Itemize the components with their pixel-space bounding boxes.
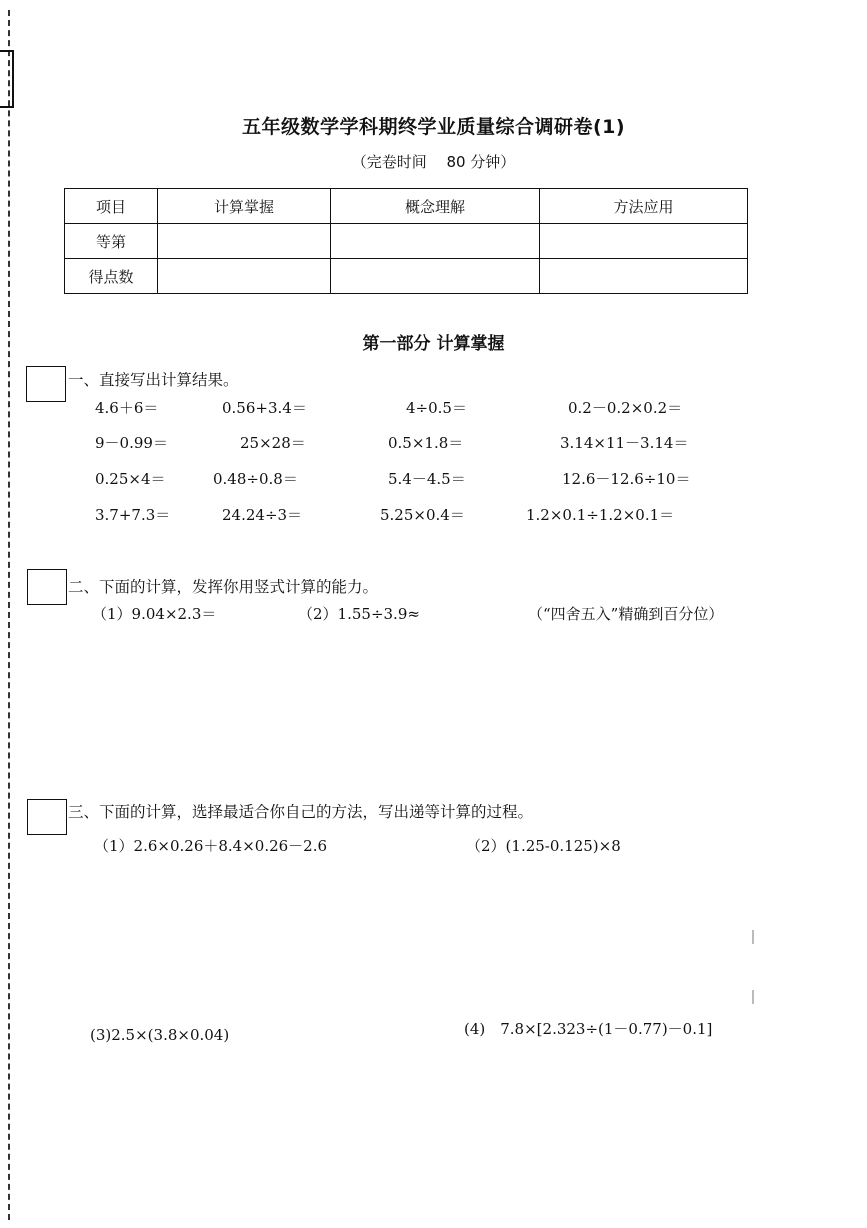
vertical-calc-q1: （1）9.04×2.3＝ bbox=[92, 605, 217, 623]
score-table-row bbox=[65, 259, 748, 294]
score-table-header: 计算掌握 bbox=[158, 189, 331, 224]
exam-title: 五年级数学学科期终学业质量综合调研卷(1) bbox=[241, 116, 626, 138]
calc-item: 25×28＝ bbox=[240, 434, 306, 452]
calc-item: 0.56+3.4＝ bbox=[222, 399, 307, 417]
calc-item: 0.48÷0.8＝ bbox=[213, 470, 298, 488]
calc-item: 4÷0.5＝ bbox=[406, 399, 467, 417]
binding-margin-box bbox=[0, 50, 14, 108]
section2-title: 二、下面的计算，发挥你用竖式计算的能力。 bbox=[68, 578, 379, 596]
score-table-cell[interactable] bbox=[540, 259, 748, 294]
calc-item: 5.25×0.4＝ bbox=[380, 506, 465, 524]
scan-mark bbox=[752, 930, 754, 944]
section1-score-box[interactable] bbox=[26, 366, 66, 402]
calc-item: 0.25×4＝ bbox=[95, 470, 166, 488]
score-table bbox=[64, 188, 748, 294]
calc-item: 3.14×11－3.14＝ bbox=[560, 434, 689, 452]
simplify-q4: (4) 7.8×[2.323÷(1－0.77)－0.1] bbox=[464, 1020, 713, 1038]
calc-item: 0.2－0.2×0.2＝ bbox=[568, 399, 683, 417]
score-table-cell[interactable] bbox=[331, 224, 540, 259]
calc-item: 1.2×0.1÷1.2×0.1＝ bbox=[526, 506, 675, 524]
section3-title: 三、下面的计算，选择最适合你自己的方法，写出递等计算的过程。 bbox=[68, 803, 534, 821]
section1-title: 一、直接写出计算结果。 bbox=[68, 371, 239, 389]
exam-duration: （完卷时间 80 分钟） bbox=[351, 153, 516, 171]
score-table-header: 方法应用 bbox=[540, 189, 748, 224]
score-table-header-row bbox=[65, 189, 748, 224]
score-table-header: 项目 bbox=[65, 189, 158, 224]
binding-dashed-line bbox=[8, 10, 10, 1220]
simplify-q2: （2）(1.25-0.125)×8 bbox=[466, 837, 621, 855]
section2-score-box[interactable] bbox=[27, 569, 67, 605]
scan-mark bbox=[752, 990, 754, 1004]
vertical-calc-q2: （2）1.55÷3.9≈ bbox=[298, 605, 420, 623]
score-table-cell[interactable] bbox=[540, 224, 748, 259]
calc-item: 3.7+7.3＝ bbox=[95, 506, 171, 524]
score-table-row-label: 等第 bbox=[65, 224, 158, 259]
calc-item: 12.6－12.6÷10＝ bbox=[562, 470, 691, 488]
score-table-row bbox=[65, 224, 748, 259]
rounding-note: （“四舍五入”精确到百分位） bbox=[528, 605, 724, 623]
calc-item: 9－0.99＝ bbox=[95, 434, 168, 452]
part1-title: 第一部分 计算掌握 bbox=[362, 334, 505, 354]
calc-item: 0.5×1.8＝ bbox=[388, 434, 464, 452]
score-table-cell[interactable] bbox=[158, 224, 331, 259]
score-table-cell[interactable] bbox=[331, 259, 540, 294]
simplify-q1: （1）2.6×0.26＋8.4×0.26－2.6 bbox=[94, 837, 328, 855]
calc-item: 24.24÷3＝ bbox=[222, 506, 303, 524]
score-table-row-label: 得点数 bbox=[65, 259, 158, 294]
calc-item: 5.4－4.5＝ bbox=[388, 470, 466, 488]
simplify-q3: (3)2.5×(3.8×0.04) bbox=[90, 1026, 230, 1044]
score-table-header: 概念理解 bbox=[331, 189, 540, 224]
calc-item: 4.6＋6＝ bbox=[95, 399, 159, 417]
section3-score-box[interactable] bbox=[27, 799, 67, 835]
score-table-cell[interactable] bbox=[158, 259, 331, 294]
